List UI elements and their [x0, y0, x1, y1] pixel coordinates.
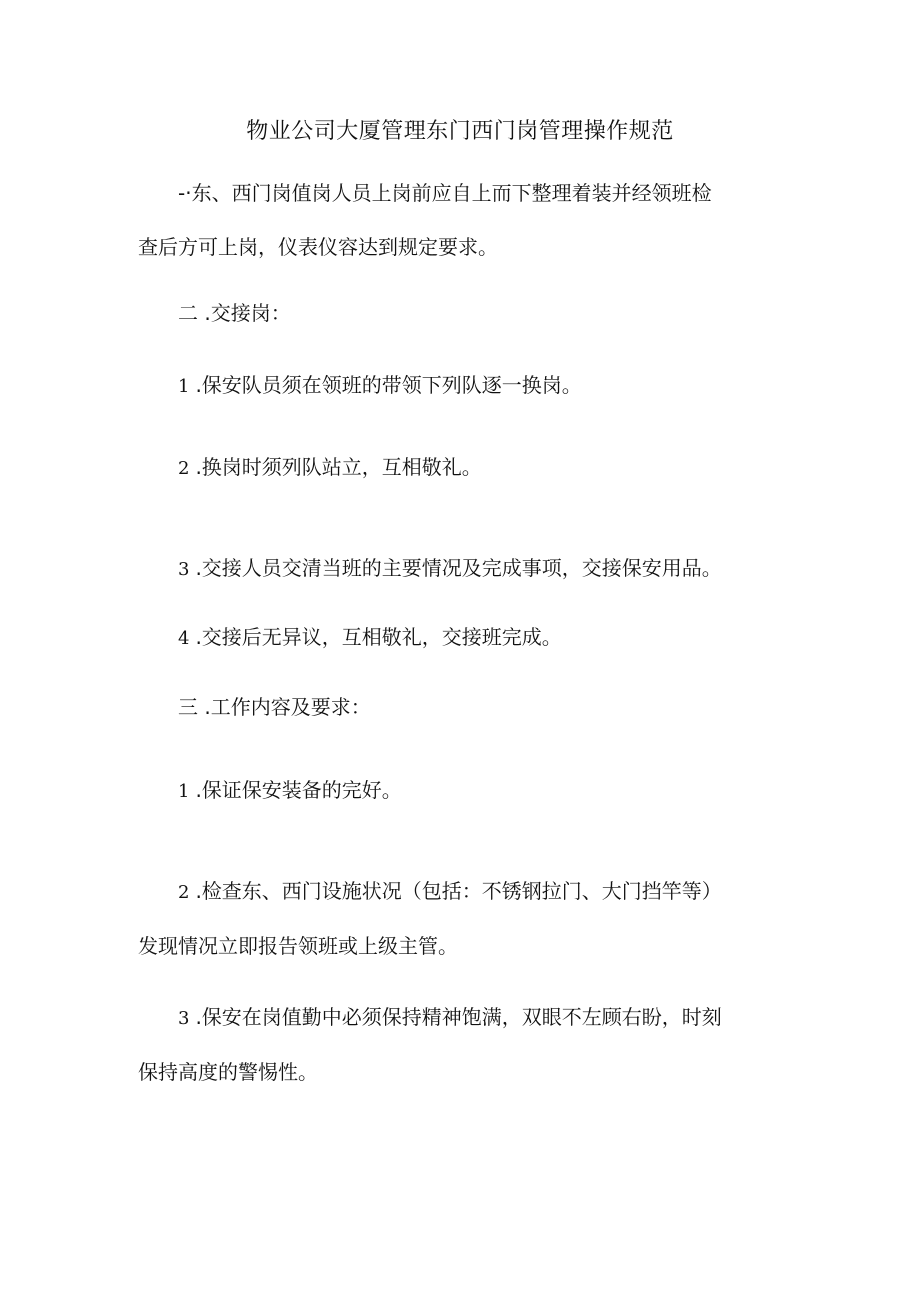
item-text: .保证保安装备的完好。 [195, 778, 402, 802]
item-text: .交接后无异议，互相敬礼，交接班完成。 [195, 625, 562, 649]
section3-item-3 [178, 1002, 722, 1034]
section1-line1: -·东、西门岗值岗人员上岗前应自上而下整理着装并经领班检 [178, 181, 712, 205]
item-number: 4 [178, 628, 190, 649]
section2-item-4 [178, 622, 562, 654]
item-text: .检查东、西门设施状况（包括：不锈钢拉门、大门挡竿等） [195, 879, 722, 903]
item-text: .保安在岗值勤中必须保持精神饱满，双眼不左顾右盼，时刻 [195, 1005, 722, 1029]
item-number: 3 [178, 559, 190, 580]
item-text: .交接人员交清当班的主要情况及完成事项，交接保安用品。 [195, 556, 722, 580]
item-number: 2 [178, 882, 190, 903]
section2-item-1 [178, 370, 582, 402]
item-text: .保安队员须在领班的带领下列队逐一换岗。 [195, 373, 582, 397]
section3-item-2-cont: 发现情况立即报告领班或上级主管。 [138, 934, 458, 958]
item-text: .换岗时须列队站立，互相敬礼。 [195, 455, 482, 479]
section2-heading: 二 .交接岗： [178, 301, 291, 325]
item-number: 3 [178, 1008, 190, 1029]
section2-item-2 [178, 452, 482, 484]
section3-item-3-cont: 保持高度的警惕性。 [138, 1060, 318, 1084]
section3-item-1 [178, 775, 402, 807]
item-number: 2 [178, 458, 190, 479]
section1-line2: 查后方可上岗，仪表仪容达到规定要求。 [138, 235, 498, 259]
section3-heading: 三 .工作内容及要求： [178, 695, 371, 719]
document-title: 物业公司大厦管理东门西门岗管理操作规范 [246, 119, 674, 144]
item-number: 1 [178, 781, 190, 802]
item-number: 1 [178, 376, 190, 397]
section3-item-2 [178, 876, 722, 908]
section2-item-3 [178, 553, 722, 585]
